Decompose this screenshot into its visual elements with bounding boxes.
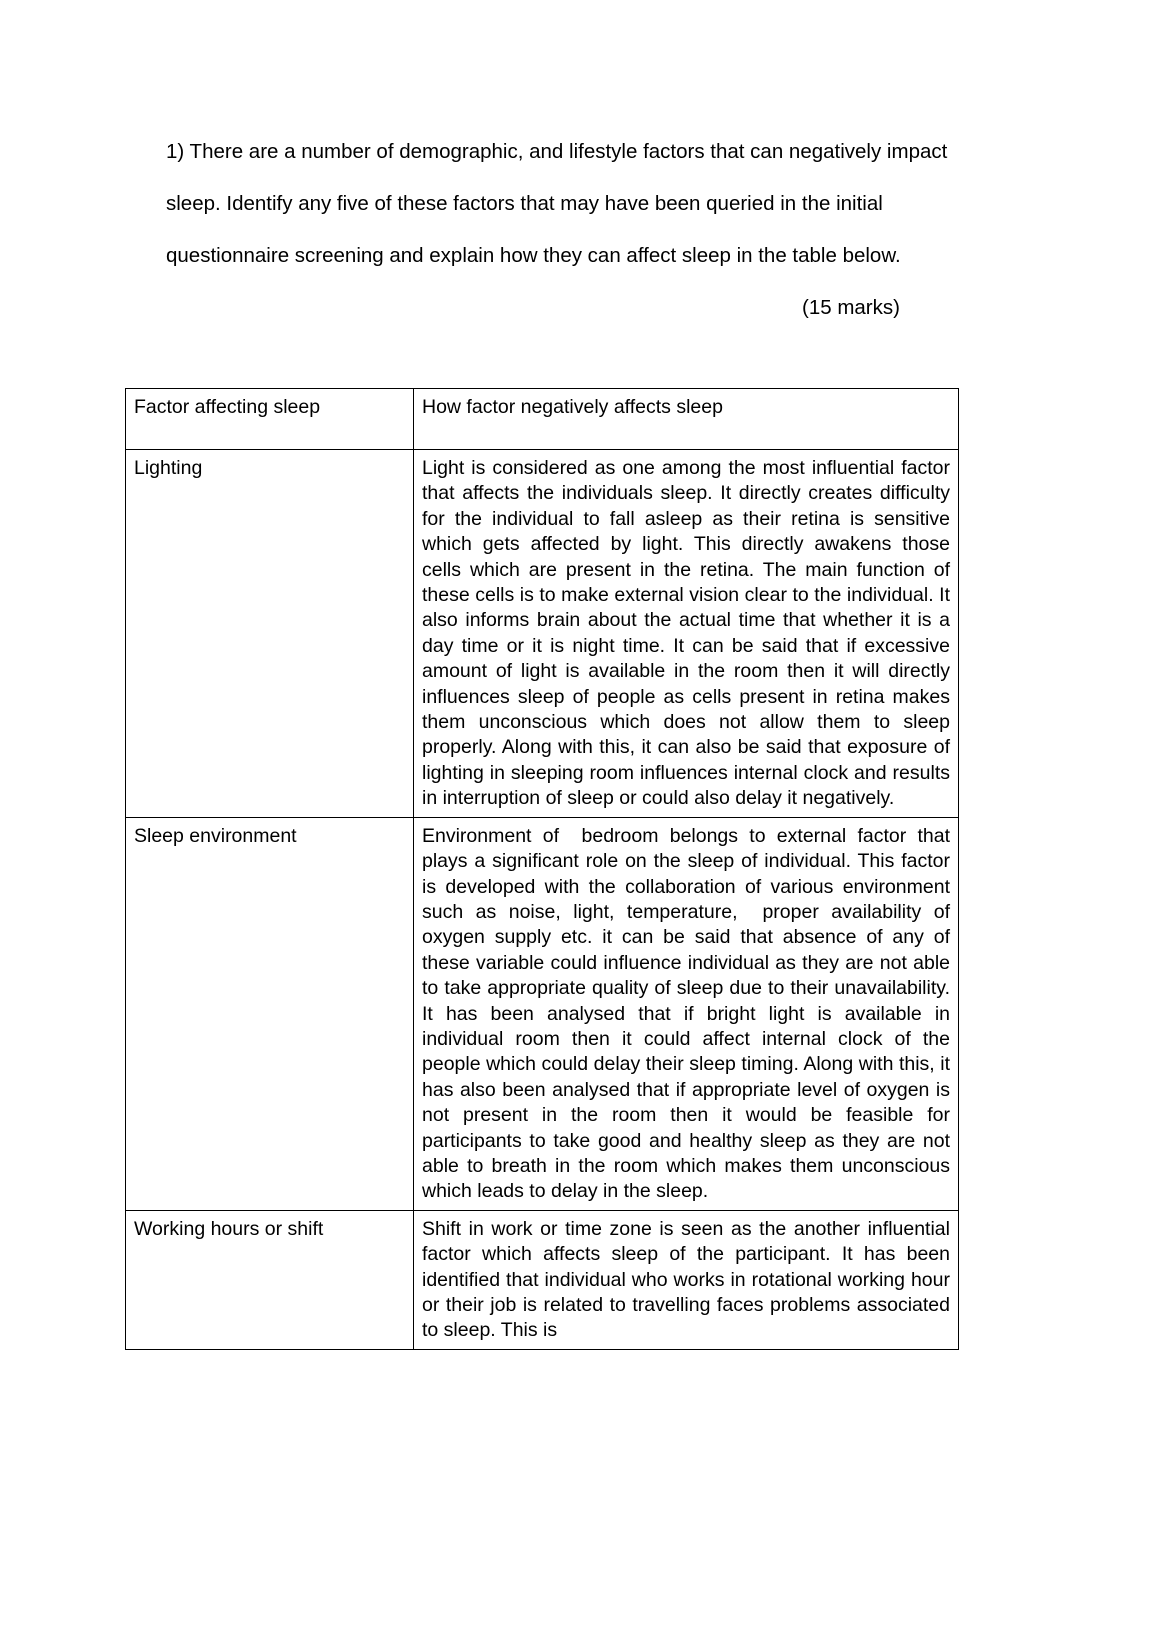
table-header-row: [126, 389, 959, 450]
factor-name: Working hours or shift: [126, 1210, 414, 1349]
factor-description: Shift in work or time zone is seen as the another influential factor which affects sleep of the participant. It has been identified that individual who works in rotational working hour or their job is related to travelling faces problems associated to sleep. This is: [414, 1210, 959, 1349]
factor-description: Environment of bedroom belongs to external factor that plays a significant role on the sleep of individual. This factor is developed with the collaboration of various environment such as noise, light, temperature, proper availability of oxygen supply etc. it can be said that absence of any of these variable could influence individual as they are not able to take appropriate quality of sleep due to their unavailability. It has been analysed that if bright light is available in individual room then it could affect internal clock of the people which could delay their sleep timing. Along with this, it has also been analysed that if appropriate level of oxygen is not present in the room then it would be feasible for participants to take good and healthy sleep as they are not able to breath in the room which makes them unconscious which leads to delay in the sleep.: [414, 817, 959, 1210]
factor-affecting-sleep-table: [125, 388, 959, 1350]
factor-description: Light is considered as one among the most influential factor that affects the individuals sleep. It directly creates difficulty for the individual to fall asleep as their retina is sensitive which gets affected by light. This directly awakens those cells which are present in the retina. The main function of these cells is to make external vision clear to the individual. It also informs brain about the actual time that whether it is a day time or it is night time. It can be said that if excessive amount of light is available in the room then it will directly influences sleep of people as cells present in retina makes them unconscious which does not allow them to sleep properly. Along with this, it can also be said that exposure of lighting in sleeping room influences internal clock and results in interruption of sleep or could also delay it negatively.: [414, 450, 959, 818]
table-row: [126, 450, 959, 818]
question-text: 1) There are a number of demographic, and lifestyle factors that can negatively impact sleep. Identify any five of these factors that may have been queried in the initial questionnaire screening and explain how they can affect sleep in the table below.: [166, 140, 954, 267]
marks-value: (15 marks): [802, 296, 900, 319]
table-row: [126, 1210, 959, 1349]
factor-name: Sleep environment: [126, 817, 414, 1210]
table-row: [126, 817, 959, 1210]
column-header-factor: Factor affecting sleep: [126, 389, 414, 450]
question-block: [166, 126, 966, 319]
factor-name: Lighting: [126, 450, 414, 818]
column-header-description: How factor negatively affects sleep: [414, 389, 959, 450]
